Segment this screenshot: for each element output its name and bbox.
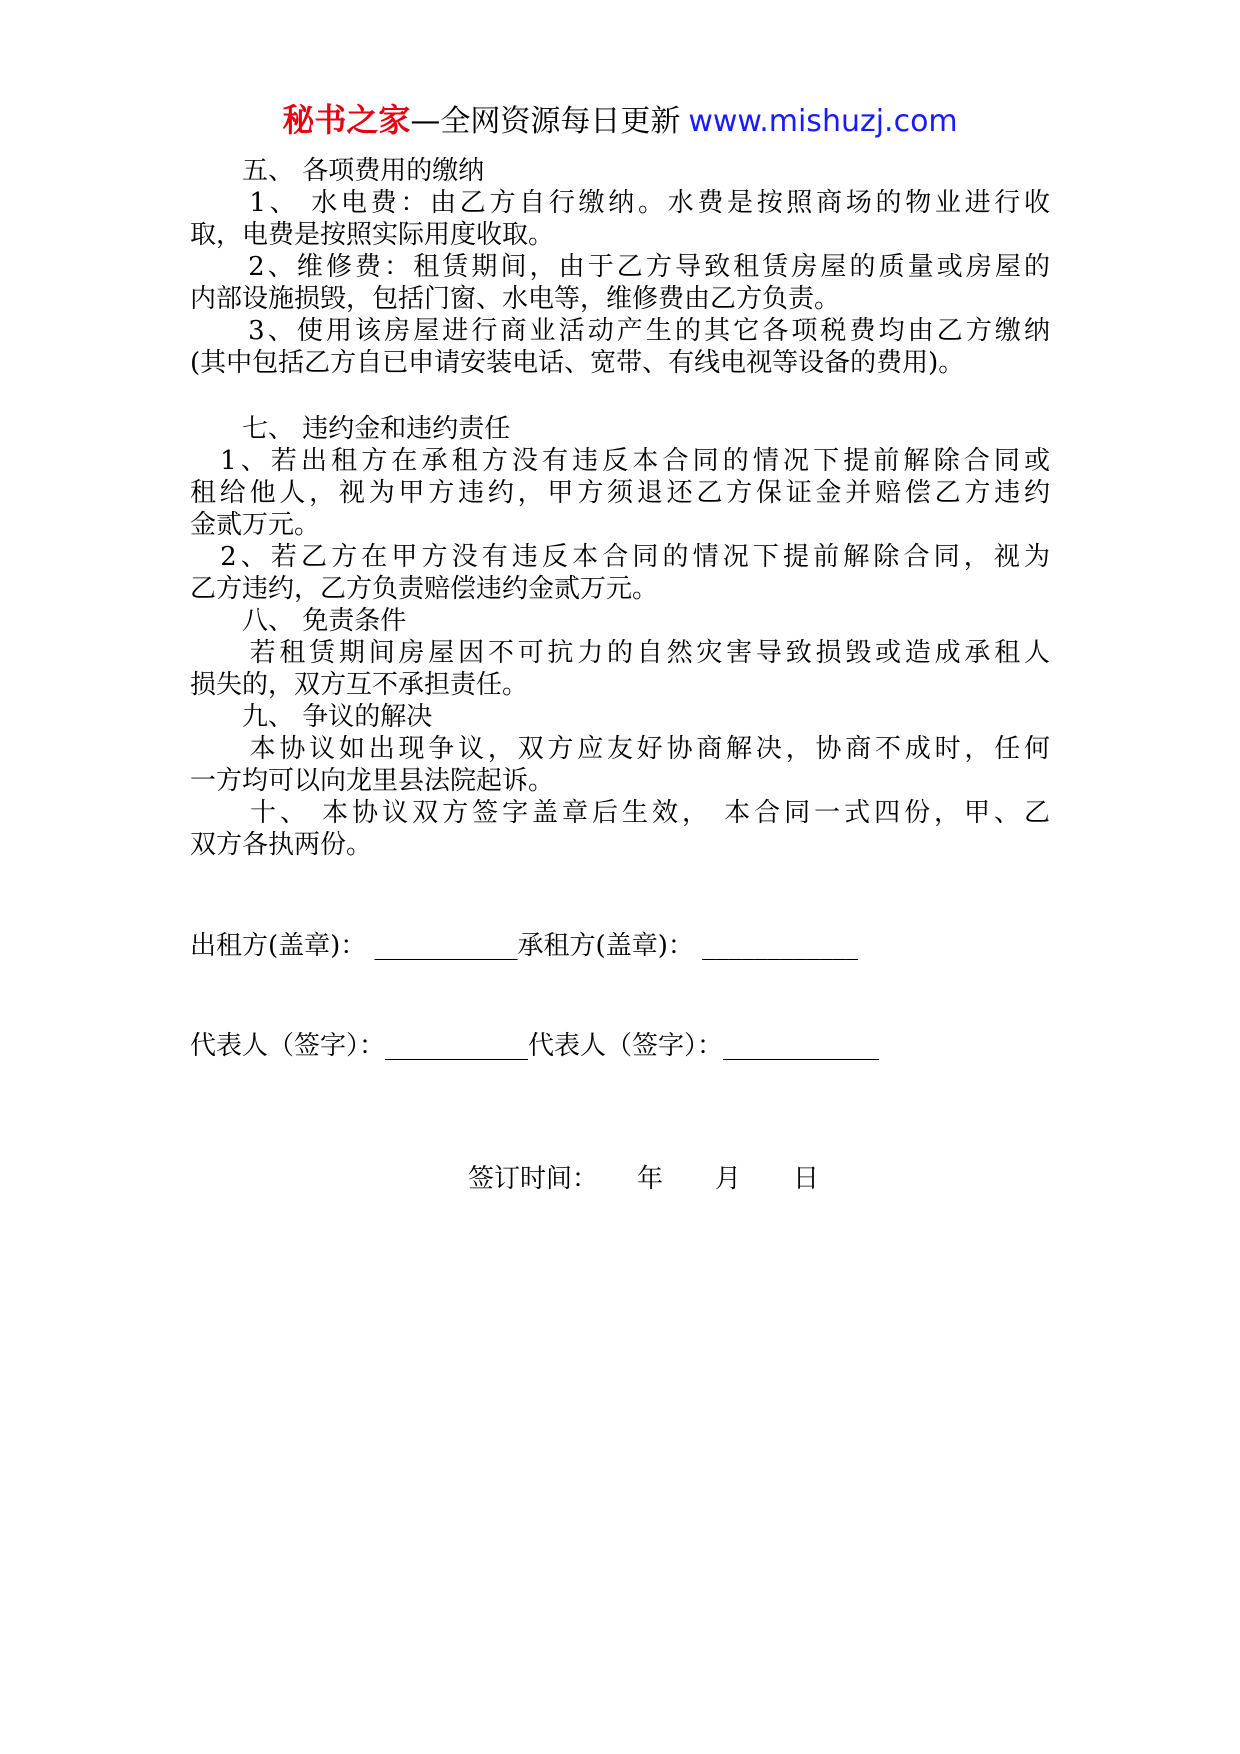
body-line: 双方各执两份。: [190, 830, 373, 860]
header-slogan: —全网资源每日更新: [410, 104, 681, 139]
body-line: 1、若出租方在承租方没有违反本合同的情况下提前解除合同或: [190, 446, 1050, 476]
body-line: 一方均可以向龙里县法院起诉。: [190, 766, 555, 796]
representative-line: 代表人（签字）：___________代表人（签字）：____________: [190, 1031, 880, 1061]
seal-line: 出租方(盖章)： ___________承租方(盖章)： ____________: [190, 931, 859, 961]
body-line: 租给他人，视为甲方违约，甲方须退还乙方保证金并赔偿乙方违约: [190, 478, 1050, 508]
body-line: 本协议如出现争议，双方应友好协商解决，协商不成时，任何: [190, 734, 1050, 764]
contract-body: [190, 155, 1050, 861]
body-line: 3、使用该房屋进行商业活动产生的其它各项税费均由乙方缴纳: [190, 316, 1050, 346]
section-heading-dispute: 九、 争议的解决: [190, 702, 433, 732]
signing-date: 签订时间： 年 月 日: [468, 1164, 820, 1194]
body-line: 损失的，双方互不承担责任。: [190, 670, 529, 700]
body-line: 2、若乙方在甲方没有违反本合同的情况下提前解除合同，视为: [190, 542, 1050, 572]
section-heading-breach: 七、 违约金和违约责任: [190, 414, 511, 444]
body-line: 2、维修费：租赁期间，由于乙方导致租赁房屋的质量或房屋的: [190, 252, 1050, 282]
body-line: 1、 水电费：由乙方自行缴纳。水费是按照商场的物业进行收: [190, 188, 1050, 218]
blank-line: [190, 379, 1050, 413]
watermark-header: [0, 100, 1240, 142]
body-line: 内部设施损毁，包括门窗、水电等，维修费由乙方负责。: [190, 284, 841, 314]
body-line: 金贰万元。: [190, 510, 321, 540]
body-line: 取，电费是按照实际用度收取。: [190, 220, 555, 250]
section-heading-exemption: 八、 免责条件: [190, 606, 407, 636]
section-heading-fees: 五、 各项费用的缴纳: [190, 156, 485, 186]
body-line: 若租赁期间房屋因不可抗力的自然灾害导致损毁或造成承租人: [190, 638, 1050, 668]
header-url[interactable]: www.mishuzj.com: [688, 104, 958, 139]
body-line: 十、 本协议双方签字盖章后生效， 本合同一式四份，甲、乙: [190, 798, 1050, 828]
body-line: (其中包括乙方自已申请安装电话、宽带、有线电视等设备的费用)。: [190, 348, 965, 378]
body-line: 乙方违约，乙方负责赔偿违约金贰万元。: [190, 574, 659, 604]
header-brand: 秘书之家: [282, 101, 411, 139]
